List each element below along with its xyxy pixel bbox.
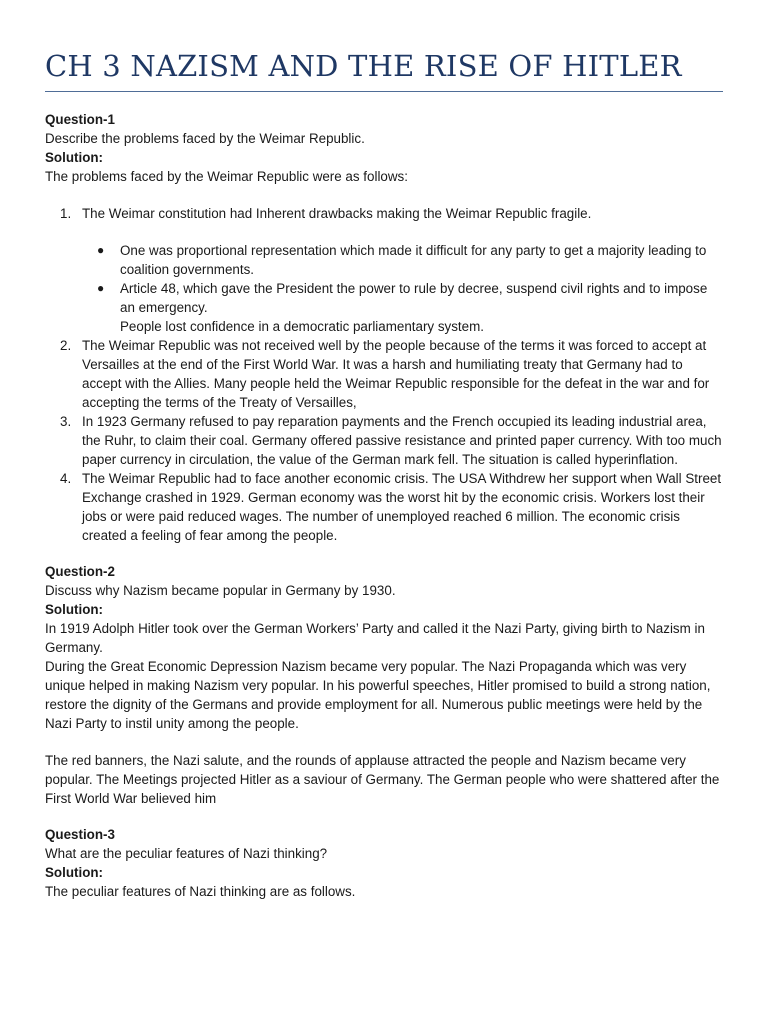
- bullet-text: Article 48, which gave the President the power to rule by decree, suspend civil rights and to impose an emergency.: [120, 281, 708, 315]
- question-3-text: What are the peculiar features of Nazi thinking?: [45, 846, 328, 861]
- question-2-text: Discuss why Nazism became popular in Germany by 1930.: [45, 583, 396, 598]
- question-2-label: Question-2: [45, 564, 115, 579]
- title-underline: [45, 91, 723, 92]
- list-item-text: The Weimar Republic was not received well by the people because of the terms it was forced to accept at Versailles at the end of the First World War. It was a harsh and humiliating treaty that Germany had to accept with the Allies. Many people held the Weimar Republic responsible for the defeat in the war and for accepting the terms of the Treaty of Versailles,: [82, 338, 710, 410]
- list-item-text: The Weimar constitution had Inherent drawbacks making the Weimar Republic fragile.: [82, 206, 592, 221]
- bullet-text: One was proportional representation which made it difficult for any party to get a majority leading to coalition governments.: [120, 243, 707, 277]
- list-item-text: The Weimar Republic had to face another economic crisis. The USA Withdrew her support when Wall Street Exchange crashed in 1929. German economy was the worst hit by the economic crisis. Workers lost their jobs or were paid reduced wages. The number of unemployed reached 6 million. The economic crisis created a feeling of fear among the people.: [82, 471, 722, 543]
- list-item: [45, 336, 725, 412]
- question-3-label: Question-3: [45, 827, 115, 842]
- solution-1-intro: The problems faced by the Weimar Republic were as follows:: [45, 169, 408, 184]
- page-title: CH 3 NAZISM AND THE RISE OF HITLER: [45, 49, 682, 83]
- list-number: 4.: [60, 471, 72, 486]
- bullet-continuation: People lost confidence in a democratic parliamentary system.: [120, 319, 484, 334]
- bullet-item: [82, 241, 725, 279]
- bullet-icon: ●: [97, 281, 105, 295]
- list-item: [45, 469, 725, 545]
- document-body: [45, 110, 725, 901]
- sub-bullet-list: [82, 241, 725, 317]
- list-item: [45, 204, 725, 336]
- solution-2-paragraph-2: During the Great Economic Depression Nazism became very popular. The Nazi Propaganda which was very unique helped in making Nazism very popular. In his powerful speeches, Hitler promised to build a strong nation, restore the dignity of the Germans and provide employment for all. Numerous public meetings were held by the Nazi Party to instil unity among the people.: [45, 659, 711, 731]
- list-number: 3.: [60, 414, 72, 429]
- list-item-text: In 1923 Germany refused to pay reparation payments and the French occupied its leading industrial area, the Ruhr, to claim their coal. Germany offered passive resistance and printed paper currency. With too much paper currency in circulation, the value of the German mark fell. The situation is called hyperinflation.: [82, 414, 722, 467]
- solution-2-paragraph-3: The red banners, the Nazi salute, and the rounds of applause attracted the people and Nazism became very popular. The Meetings projected Hitler as a saviour of Germany. The German people who were shattered after the First World War believed him: [45, 753, 720, 806]
- list-number: 1.: [60, 206, 72, 221]
- list-number: 2.: [60, 338, 72, 353]
- list-item: [45, 412, 725, 469]
- bullet-item: [82, 279, 725, 317]
- solution-2-label: Solution:: [45, 602, 104, 617]
- solution-3-intro: The peculiar features of Nazi thinking are as follows.: [45, 884, 356, 899]
- question-1-label: Question-1: [45, 112, 115, 127]
- solution-1-label: Solution:: [45, 150, 104, 165]
- question-1-text: Describe the problems faced by the Weimar Republic.: [45, 131, 365, 146]
- problems-list: [45, 204, 725, 545]
- solution-3-label: Solution:: [45, 865, 104, 880]
- solution-2-paragraph-1: In 1919 Adolph Hitler took over the German Workers’ Party and called it the Nazi Party, giving birth to Nazism in Germany.: [45, 621, 705, 655]
- bullet-icon: ●: [97, 243, 105, 257]
